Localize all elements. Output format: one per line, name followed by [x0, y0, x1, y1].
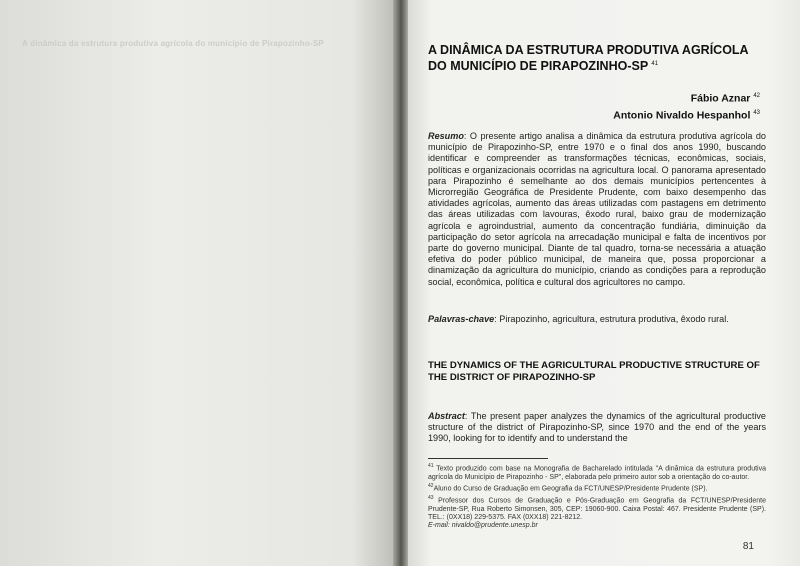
footnote-41 [428, 462, 766, 482]
author-2-name: Antonio Nivaldo Hespanhol [613, 109, 751, 121]
footnote-41-number: 41 [428, 463, 434, 469]
article-title-pt-text: A DINÂMICA DA ESTRUTURA PRODUTIVA AGRÍCOLA DO MUNICÍPIO DE PIRAPOZINHO-SP [428, 43, 749, 74]
abstract-pt [428, 131, 766, 288]
keywords-text: : Pirapozinho, agricultura, estrutura produtiva, êxodo rural. [494, 314, 729, 324]
footnote-divider [428, 458, 548, 459]
page-number: 81 [742, 541, 754, 552]
keywords-label: Palavras-chave [428, 314, 495, 324]
author-1-footnote-ref: 42 [753, 93, 760, 99]
footnote-42-number: 42 [428, 483, 434, 490]
title-footnote-ref: 41 [651, 61, 659, 67]
author-1 [613, 89, 760, 106]
author-1-name: Fábio Aznar [690, 92, 751, 105]
keywords [428, 314, 768, 325]
footnote-42-text: Aluno do Curso de Graduação em Geografia da FCT/UNESP/Presidente Prudente (SP). [433, 485, 708, 493]
footnotes [428, 462, 766, 531]
footnote-43-text: Professor dos Cursos de Graduação e Pós-Graduação em Geografia da FCT/UNESP/Presidente Prudente-SP, Rua Roberto Simonsen, 305, CEP: 19060-900. Caixa Postal: 467. Presidente Prudente (SP). TEL.: (0XX18) 229-5375. FAX (0XX18) 221-8212. [428, 497, 766, 522]
footnote-43-number: 43 [428, 494, 434, 501]
author-2-footnote-ref: 43 [753, 109, 760, 116]
abstract-pt-text: : O presente artigo analisa a dinâmica da estrutura produtiva agrícola do município de Pirapozinho-SP, entre 1970 e o final dos anos 1990, buscando identificar e compreender as transformações técnicas, econômicas, sociais, políticas e organizacionais ocorridas na agricultura local. O panorama apresentado para Pirapozinho é semelhante ao dos demais municípios pertencentes à Microrregião Geográfica de Presidente Prudente, com baixo desempenho das atividades agrícolas, aumento das áreas utilizadas com pastagens em detrimento das áreas utilizadas com lavouras, êxodo rural, baixo grau de modernização agrícola e agroindustrial, aumento da concentração fundiária, diminuição da participação do setor agrícola na arrecadação municipal e falta de incentivos por parte do governo municipal. Diante de tal quadro, torna-se necessária a atuação efetiva do poder público municipal, de maneira que, possa proporcionar a dinamização da agricultura do município, criando as condições para a reprodução social, econômica, política e cultural dos agricultores no campo. [428, 131, 766, 287]
author-list [613, 89, 760, 122]
footnote-43 [428, 494, 766, 523]
article-title-pt [428, 43, 768, 73]
footnote-email: E-mail: nivaldo@prudente.unesp.br [428, 522, 538, 530]
abstract-en [428, 411, 766, 445]
abstract-pt-label: Resumo [428, 131, 464, 141]
article-title-en: THE DYNAMICS OF THE AGRICULTURAL PRODUCTIVE STRUCTURE OF THE DISTRICT OF PIRAPOZINHO-SP [428, 360, 760, 383]
footnote-41-text: Texto produzido com base na Monografia de Bacharelado intitulada "A dinâmica da estrutura produtiva agrícola do Município de Pirapozinho - SP", elaborada pelo primeiro autor sob a orientação do co-autor. [428, 465, 766, 481]
footnote-42 [428, 482, 766, 494]
abstract-en-text: : The present paper analyzes the dynamics of the agricultural productive structure of the district of Pirapozinho-SP, since 1970 and the end of the years 1990, looking for to identify and to understand the [428, 411, 766, 444]
right-page [408, 0, 800, 566]
abstract-en-label: Abstract [428, 411, 465, 421]
author-2 [613, 106, 760, 123]
bleed-through-text: A dinâmica da estrutura produtiva agrícola do município de Pirapozinho-SP [22, 39, 324, 48]
